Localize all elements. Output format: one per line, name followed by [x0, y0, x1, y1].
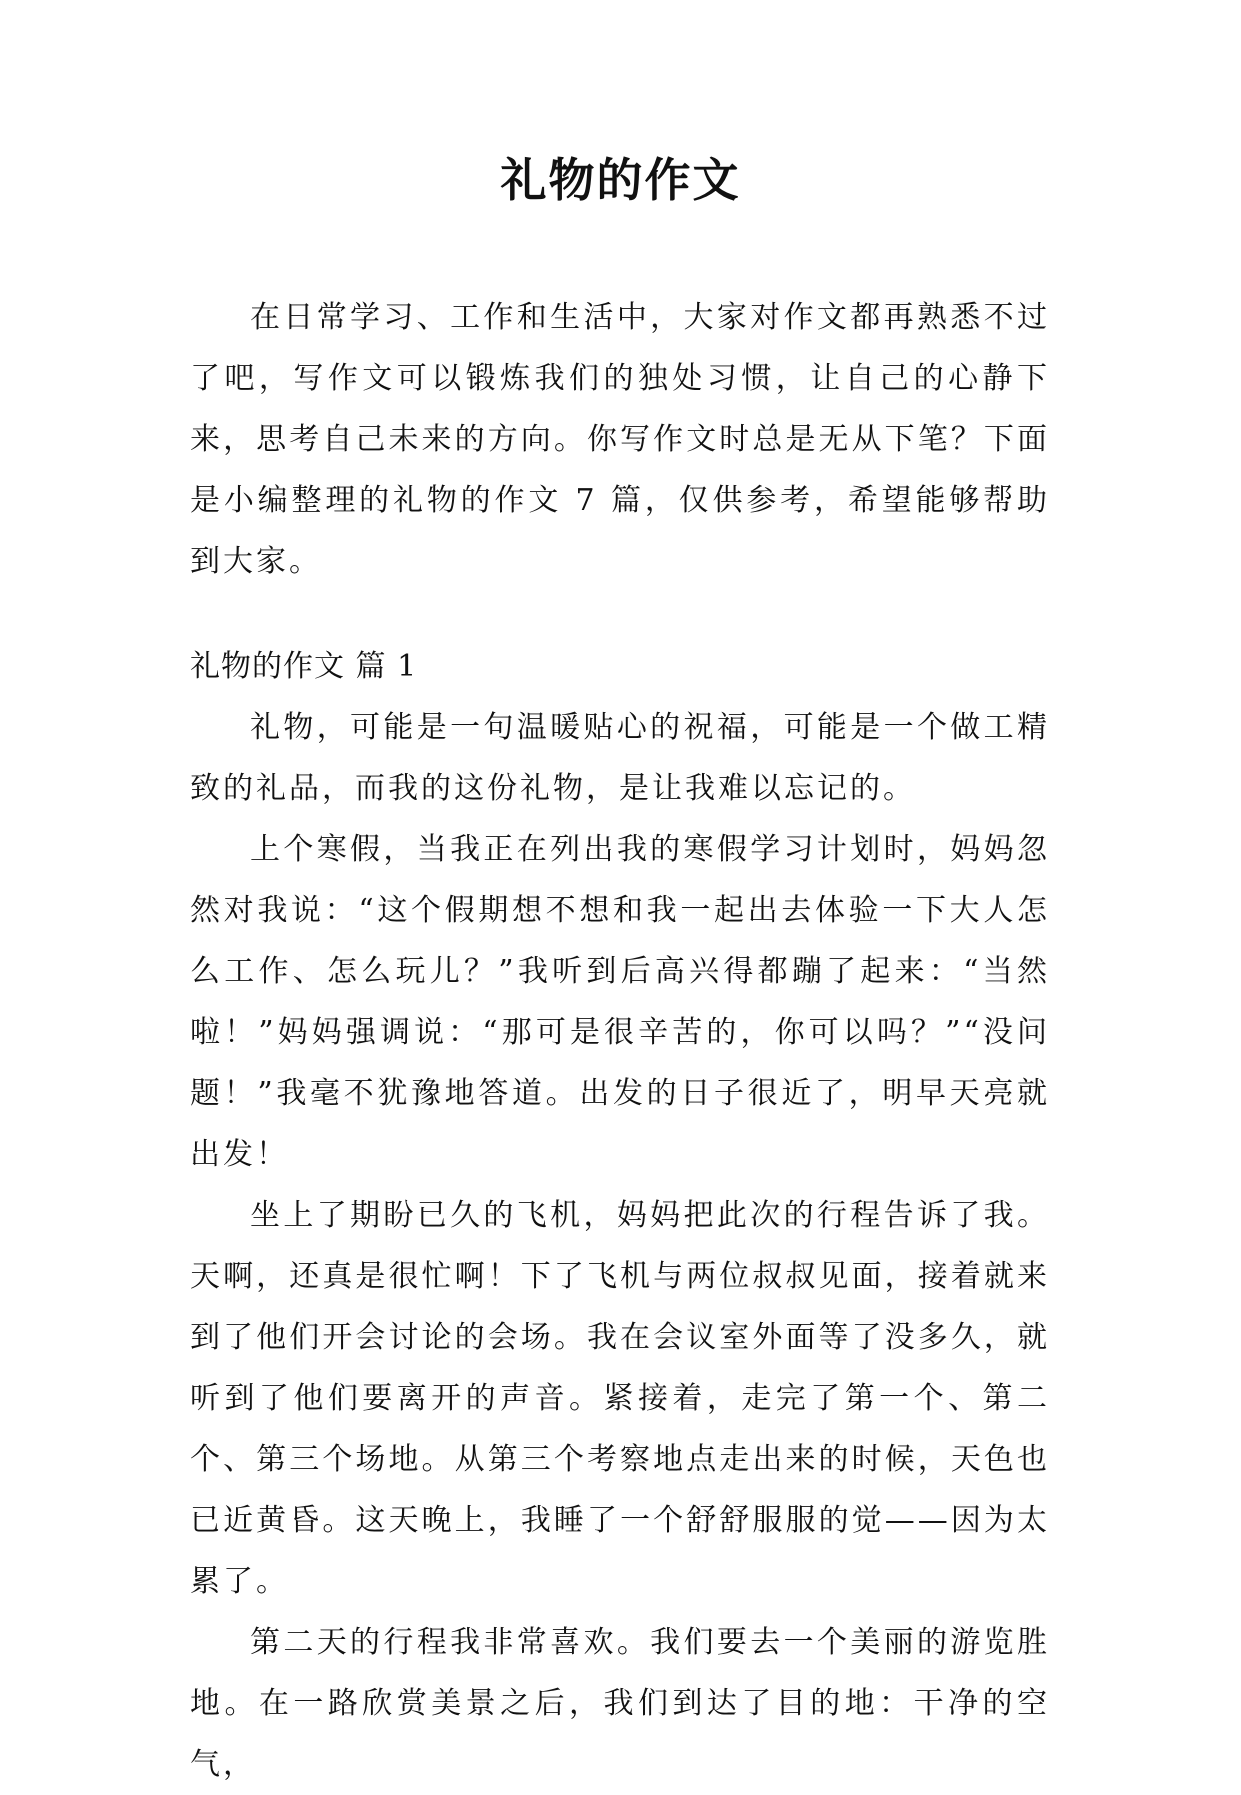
body-paragraph-2: 上个寒假，当我正在列出我的寒假学习计划时，妈妈忽然对我说：“这个假期想不想和我一起出去体验一下大人怎么工作、怎么玩儿？”我听到后高兴得都蹦了起来：“当然啦！”妈妈强调说：“那可是很辛苦的，你可以吗？”“没问题！”我毫不犹豫地答道。出发的日子很近了，明早天亮就出发！ — [190, 832, 1050, 1172]
document-title: 礼物的作文 — [500, 153, 741, 207]
body-paragraph-3: 坐上了期盼已久的飞机，妈妈把此次的行程告诉了我。天啊，还真是很忙啊！下了飞机与两位叔叔见面，接着就来到了他们开会讨论的会场。我在会议室外面等了没多久，就听到了他们要离开的声音。紧接着，走完了第一个、第二个、第三个场地。从第三个考察地点走出来的时候，天色也已近黄昏。这天晚上，我睡了一个舒舒服服的觉——因为太累了。 — [190, 1198, 1050, 1599]
document-body — [190, 287, 1050, 1795]
intro-paragraph: 在日常学习、工作和生活中，大家对作文都再熟悉不过了吧，写作文可以锻炼我们的独处习惯，让自己的心静下来，思考自己未来的方向。你写作文时总是无从下笔？下面是小编整理的礼物的作文 7 篇，仅供参考，希望能够帮助到大家。 — [190, 300, 1050, 579]
body-paragraph-1: 礼物，可能是一句温暖贴心的祝福，可能是一个做工精致的礼品，而我的这份礼物，是让我难以忘记的。 — [190, 710, 1050, 806]
body-paragraph-4: 第二天的行程我非常喜欢。我们要去一个美丽的游览胜地。在一路欣赏美景之后，我们到达了目的地：干净的空气， — [190, 1625, 1050, 1782]
section-heading: 礼物的作文 篇 1 — [190, 649, 418, 684]
